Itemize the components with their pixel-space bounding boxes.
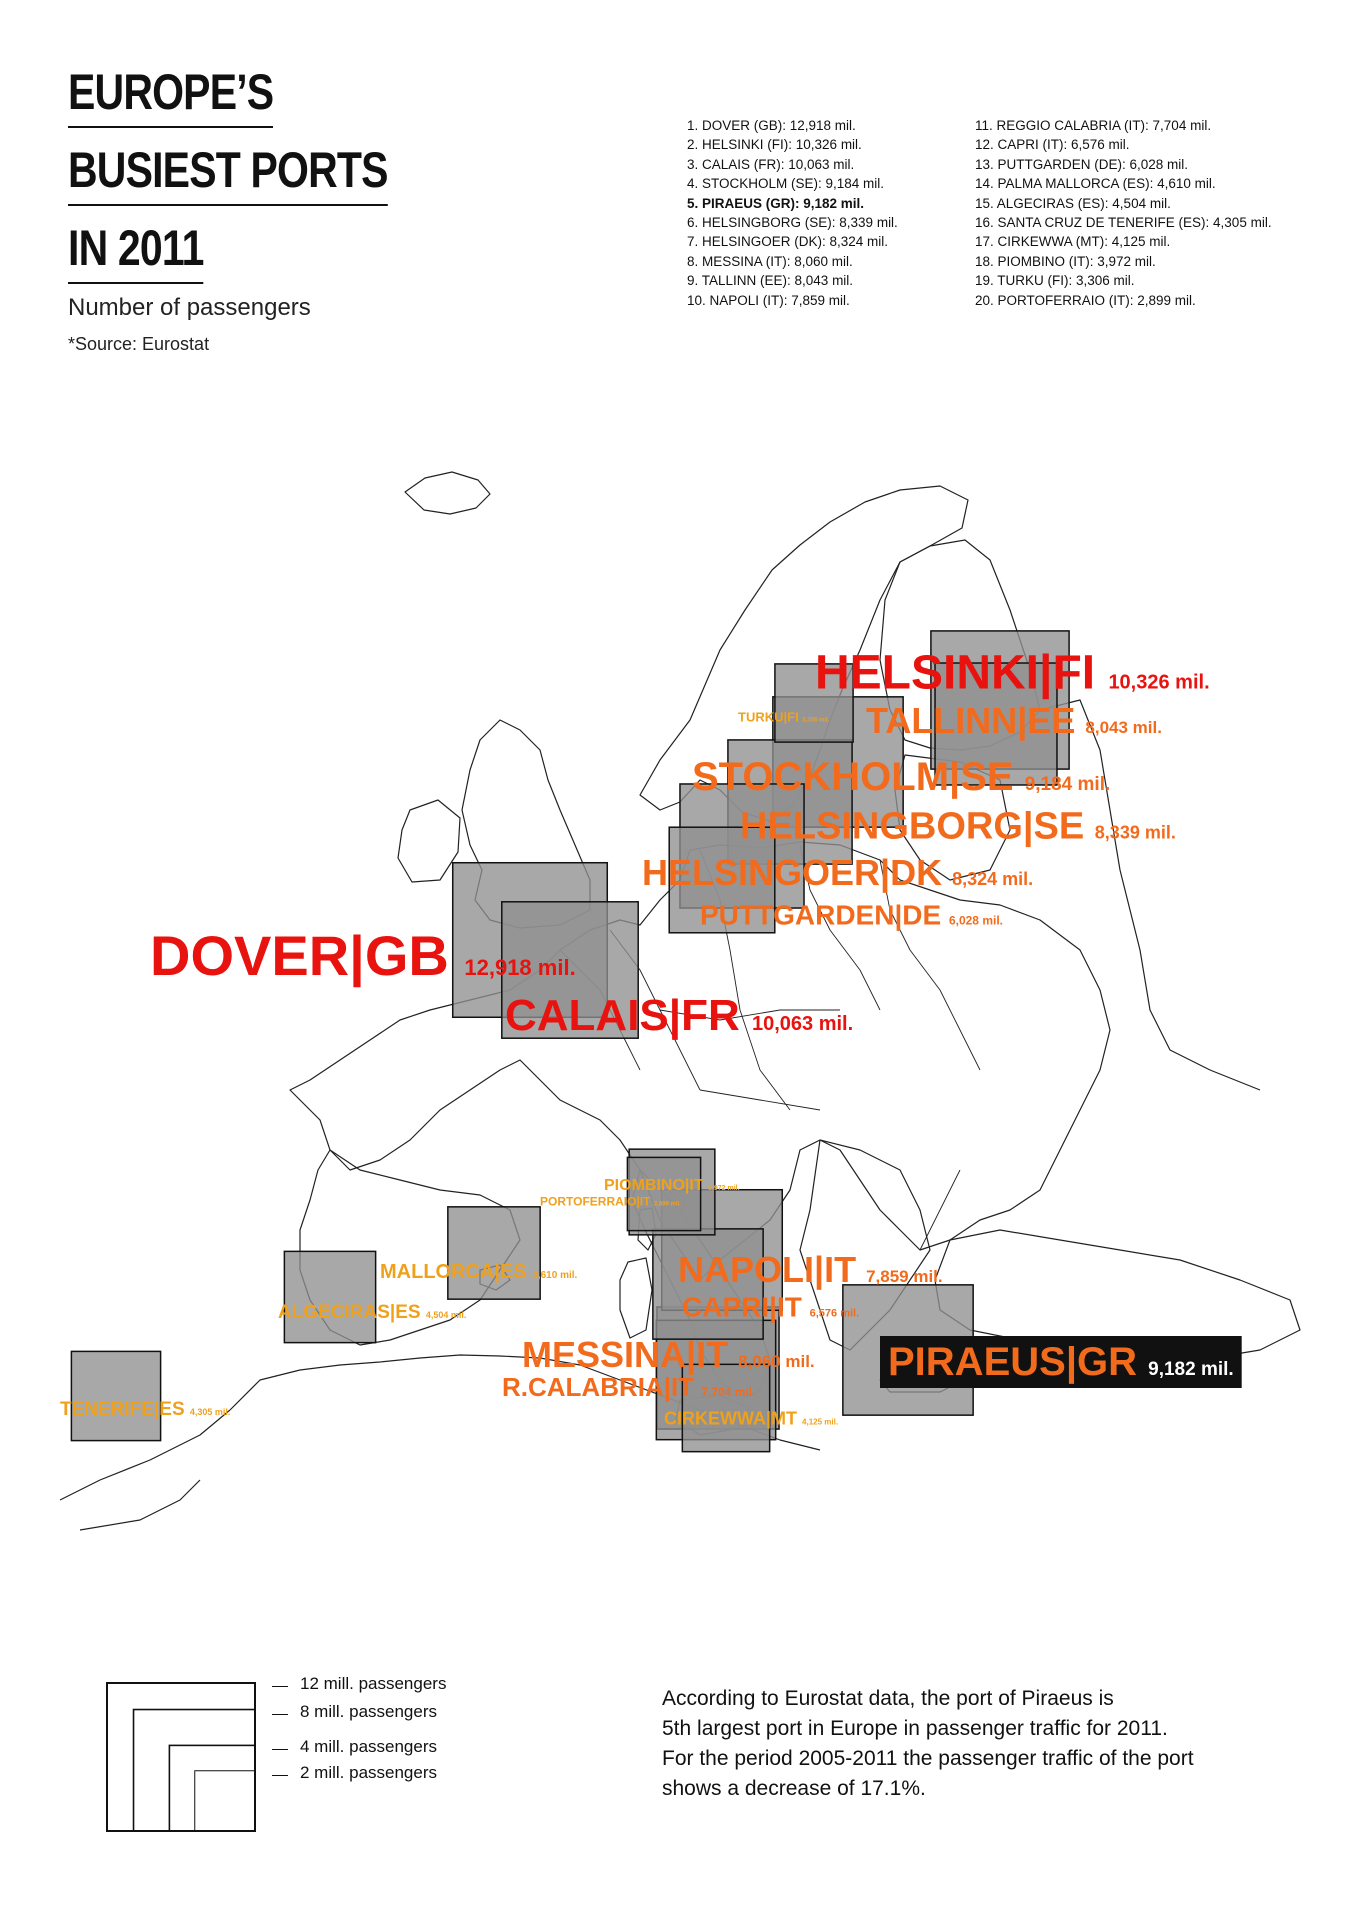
- iceland-outline: [405, 472, 490, 514]
- port-name: MESSINA|IT: [522, 1333, 739, 1375]
- port-value: 10,326 mil.: [1108, 671, 1210, 694]
- port-value: 3,306 mil.: [802, 717, 830, 724]
- ranking-item: 9. TALLINN (EE): 8,043 mil.: [687, 273, 854, 289]
- svg-text:MALLORCA|ES 4,610 mil.: [380, 1261, 578, 1283]
- subtitle: Number of passengers: [68, 294, 311, 321]
- legend-square: [107, 1683, 255, 1831]
- svg-text:HELSINKI|FI 10,326 mil.: [815, 646, 1210, 699]
- ranking-item: 20. PORTOFERRAIO (IT): 2,899 mil.: [975, 292, 1196, 308]
- sardinia-outline: [620, 1258, 652, 1338]
- port-value: 4,504 mil.: [425, 1310, 467, 1321]
- ranking-item: 17. CIRKEWWA (MT): 4,125 mil.: [975, 234, 1171, 250]
- ranking-list-1: [687, 116, 898, 310]
- ranking-item: 16. SANTA CRUZ DE TENERIFE (ES): 4,305 mil.: [975, 215, 1272, 231]
- legend-square: [195, 1771, 256, 1832]
- legend-label: 4 mill. passengers: [300, 1737, 438, 1757]
- ranking-item: 12. CAPRI (IT): 6,576 mil.: [975, 137, 1130, 153]
- ranking-item: 1. DOVER (GB): 12,918 mil.: [687, 118, 856, 133]
- title-line-2: BUSIEST PORTS: [68, 140, 388, 206]
- eastern-border: [1040, 700, 1260, 1090]
- note-line: shows a decrease of 17.1%.: [662, 1777, 926, 1800]
- port-label-capri: [682, 1291, 859, 1322]
- ranking-item: 8. MESSINA (IT): 8,060 mil.: [687, 253, 853, 269]
- port-name: CALAIS|FR: [505, 991, 752, 1041]
- legend-label: 2 mill. passengers: [300, 1762, 438, 1782]
- svg-text:TENERIFE|ES 4,305 mil.: [60, 1399, 230, 1420]
- ranking-item: 15. ALGECIRAS (ES): 4,504 mil.: [975, 195, 1171, 211]
- europe-map: [0, 450, 1357, 1560]
- legend-tick: [272, 1749, 288, 1750]
- port-name: ALGECIRAS|ES: [278, 1302, 426, 1324]
- port-square-mallorca: [448, 1207, 540, 1299]
- ireland-outline: [398, 800, 460, 882]
- note-line: According to Eurostat data, the port of Piraeus is: [662, 1687, 1114, 1710]
- port-value: 2,899 mil.: [653, 1201, 681, 1208]
- port-markers: [60, 631, 1242, 1452]
- legend-tick: [272, 1714, 288, 1715]
- legend-label: 8 mill. passengers: [300, 1701, 438, 1721]
- port-label-calais: [505, 991, 853, 1041]
- svg-text:CAPRI|IT 6,576 mil.: [682, 1291, 859, 1322]
- port-label-piraeus: [880, 1336, 1242, 1388]
- port-value: 12,918 mil.: [464, 954, 576, 980]
- ranking-item: 4. STOCKHOLM (SE): 9,184 mil.: [687, 176, 885, 192]
- ranking-item: 11. REGGIO CALABRIA (IT): 7,704 mil.: [975, 118, 1212, 133]
- port-square-tenerife: [71, 1351, 160, 1440]
- port-label-cirkewwa: [664, 1408, 838, 1428]
- svg-text:HELSINGOER|DK 8,324 mil.: [642, 852, 1033, 894]
- port-name: PIRAEUS|GR: [888, 1340, 1149, 1384]
- port-name: DOVER|GB: [150, 923, 465, 987]
- port-label-napoli: [678, 1249, 943, 1291]
- port-name: MALLORCA|ES: [380, 1261, 533, 1283]
- source-note: *Source: Eurostat: [68, 334, 210, 354]
- africa-border-2: [80, 1480, 200, 1530]
- port-label-tenerife: [60, 1399, 230, 1420]
- port-value: 9,184 mil.: [1024, 774, 1111, 795]
- title-block: [68, 62, 458, 296]
- port-name: HELSINGOER|DK: [642, 851, 953, 893]
- svg-text:NAPOLI|IT 7,859 mil.: [678, 1249, 943, 1291]
- port-value: 8,043 mil.: [1085, 717, 1162, 737]
- port-value: 3,972 mil.: [708, 1184, 740, 1192]
- port-label-helsingoer: [642, 852, 1033, 894]
- ranking-item: 10. NAPOLI (IT): 7,859 mil.: [687, 292, 850, 308]
- ranking-list-2: [975, 116, 1272, 310]
- port-value: 7,704 mil.: [701, 1384, 756, 1399]
- port-label-tallinn: [866, 700, 1162, 742]
- ranking-item: 7. HELSINGOER (DK): 8,324 mil.: [687, 234, 889, 250]
- port-label-mallorca: [380, 1261, 578, 1283]
- ranking-item: 19. TURKU (FI): 3,306 mil.: [975, 273, 1135, 289]
- port-name: TENERIFE|ES: [60, 1399, 190, 1421]
- port-name: STOCKHOLM|SE: [692, 755, 1025, 799]
- svg-text:PUTTGARDEN|DE 6,028 mil.: [700, 899, 1003, 930]
- title-line-3: IN 2011: [68, 218, 204, 284]
- svg-text:TALLINN|EE 8,043 mil.: [866, 700, 1162, 742]
- note-line: 5th largest port in Europe in passenger traffic for 2011.: [662, 1717, 1168, 1740]
- ranking-item-highlight: 5. PIRAEUS (GR): 9,182 mil.: [687, 195, 865, 211]
- ranking-item: 13. PUTTGARDEN (DE): 6,028 mil.: [975, 156, 1189, 172]
- port-value: 4,305 mil.: [189, 1407, 231, 1418]
- legend-tick: [272, 1686, 288, 1687]
- port-label-piombino: [604, 1177, 740, 1194]
- port-name: NAPOLI|IT: [678, 1248, 867, 1290]
- svg-text:PIOMBINO|IT 3,972 mil.: [604, 1177, 740, 1194]
- port-name: CIRKEWWA|MT: [664, 1408, 803, 1429]
- ranking-item: 2. HELSINKI (FI): 10,326 mil.: [687, 137, 862, 153]
- port-value: 6,028 mil.: [948, 913, 1003, 928]
- ranking-item: 3. CALAIS (FR): 10,063 mil.: [687, 156, 855, 172]
- ranking-item: 6. HELSINGBORG (SE): 8,339 mil.: [687, 215, 898, 231]
- size-legend: [106, 1682, 256, 1832]
- port-value: 4,125 mil.: [802, 1417, 839, 1427]
- note-line: For the period 2005-2011 the passenger traffic of the port: [662, 1747, 1194, 1770]
- port-name: HELSINGBORG|SE: [740, 805, 1095, 848]
- port-value: 7,859 mil.: [866, 1266, 943, 1286]
- port-value: 8,324 mil.: [952, 868, 1034, 889]
- legend-square: [169, 1745, 256, 1832]
- port-value: 6,576 mil.: [809, 1307, 860, 1320]
- port-label-helsinki: [815, 646, 1210, 699]
- title-line-1: EUROPE’S: [68, 62, 273, 128]
- port-name: PIOMBINO|IT: [604, 1176, 709, 1194]
- port-name: PUTTGARDEN|DE: [700, 899, 949, 931]
- svg-text:CALAIS|FR 10,063 mil.: [505, 991, 853, 1041]
- port-square-algeciras: [284, 1251, 375, 1342]
- port-name: CAPRI|IT: [682, 1291, 810, 1323]
- legend-tick: [272, 1775, 288, 1776]
- port-name: TALLINN|EE: [866, 699, 1086, 741]
- port-value: 8,339 mil.: [1094, 822, 1176, 843]
- port-value: 10,063 mil.: [751, 1013, 854, 1036]
- port-name: HELSINKI|FI: [815, 646, 1109, 700]
- port-value: 8,060 mil.: [738, 1351, 815, 1371]
- piraeus-note: [662, 1684, 1282, 1804]
- port-name: TURKU|FI: [738, 709, 803, 725]
- port-label-algeciras: [278, 1302, 466, 1323]
- svg-text:CIRKEWWA|MT 4,125 mil.: [664, 1408, 838, 1428]
- port-name: PORTOFERRAIO|IT: [540, 1194, 654, 1209]
- legend-label: 12 mill. passengers: [300, 1674, 447, 1693]
- svg-text:ALGECIRAS|ES 4,504 mil.: [278, 1302, 466, 1323]
- ranking-item: 18. PIOMBINO (IT): 3,972 mil.: [975, 253, 1156, 269]
- ranking-item: 14. PALMA MALLORCA (ES): 4,610 mil.: [975, 176, 1216, 192]
- port-label-puttgarden: [700, 899, 1003, 930]
- port-value: 9,182 mil.: [1148, 1359, 1234, 1380]
- port-name: R.CALABRIA|IT: [502, 1371, 702, 1402]
- port-value: 4,610 mil.: [532, 1270, 578, 1281]
